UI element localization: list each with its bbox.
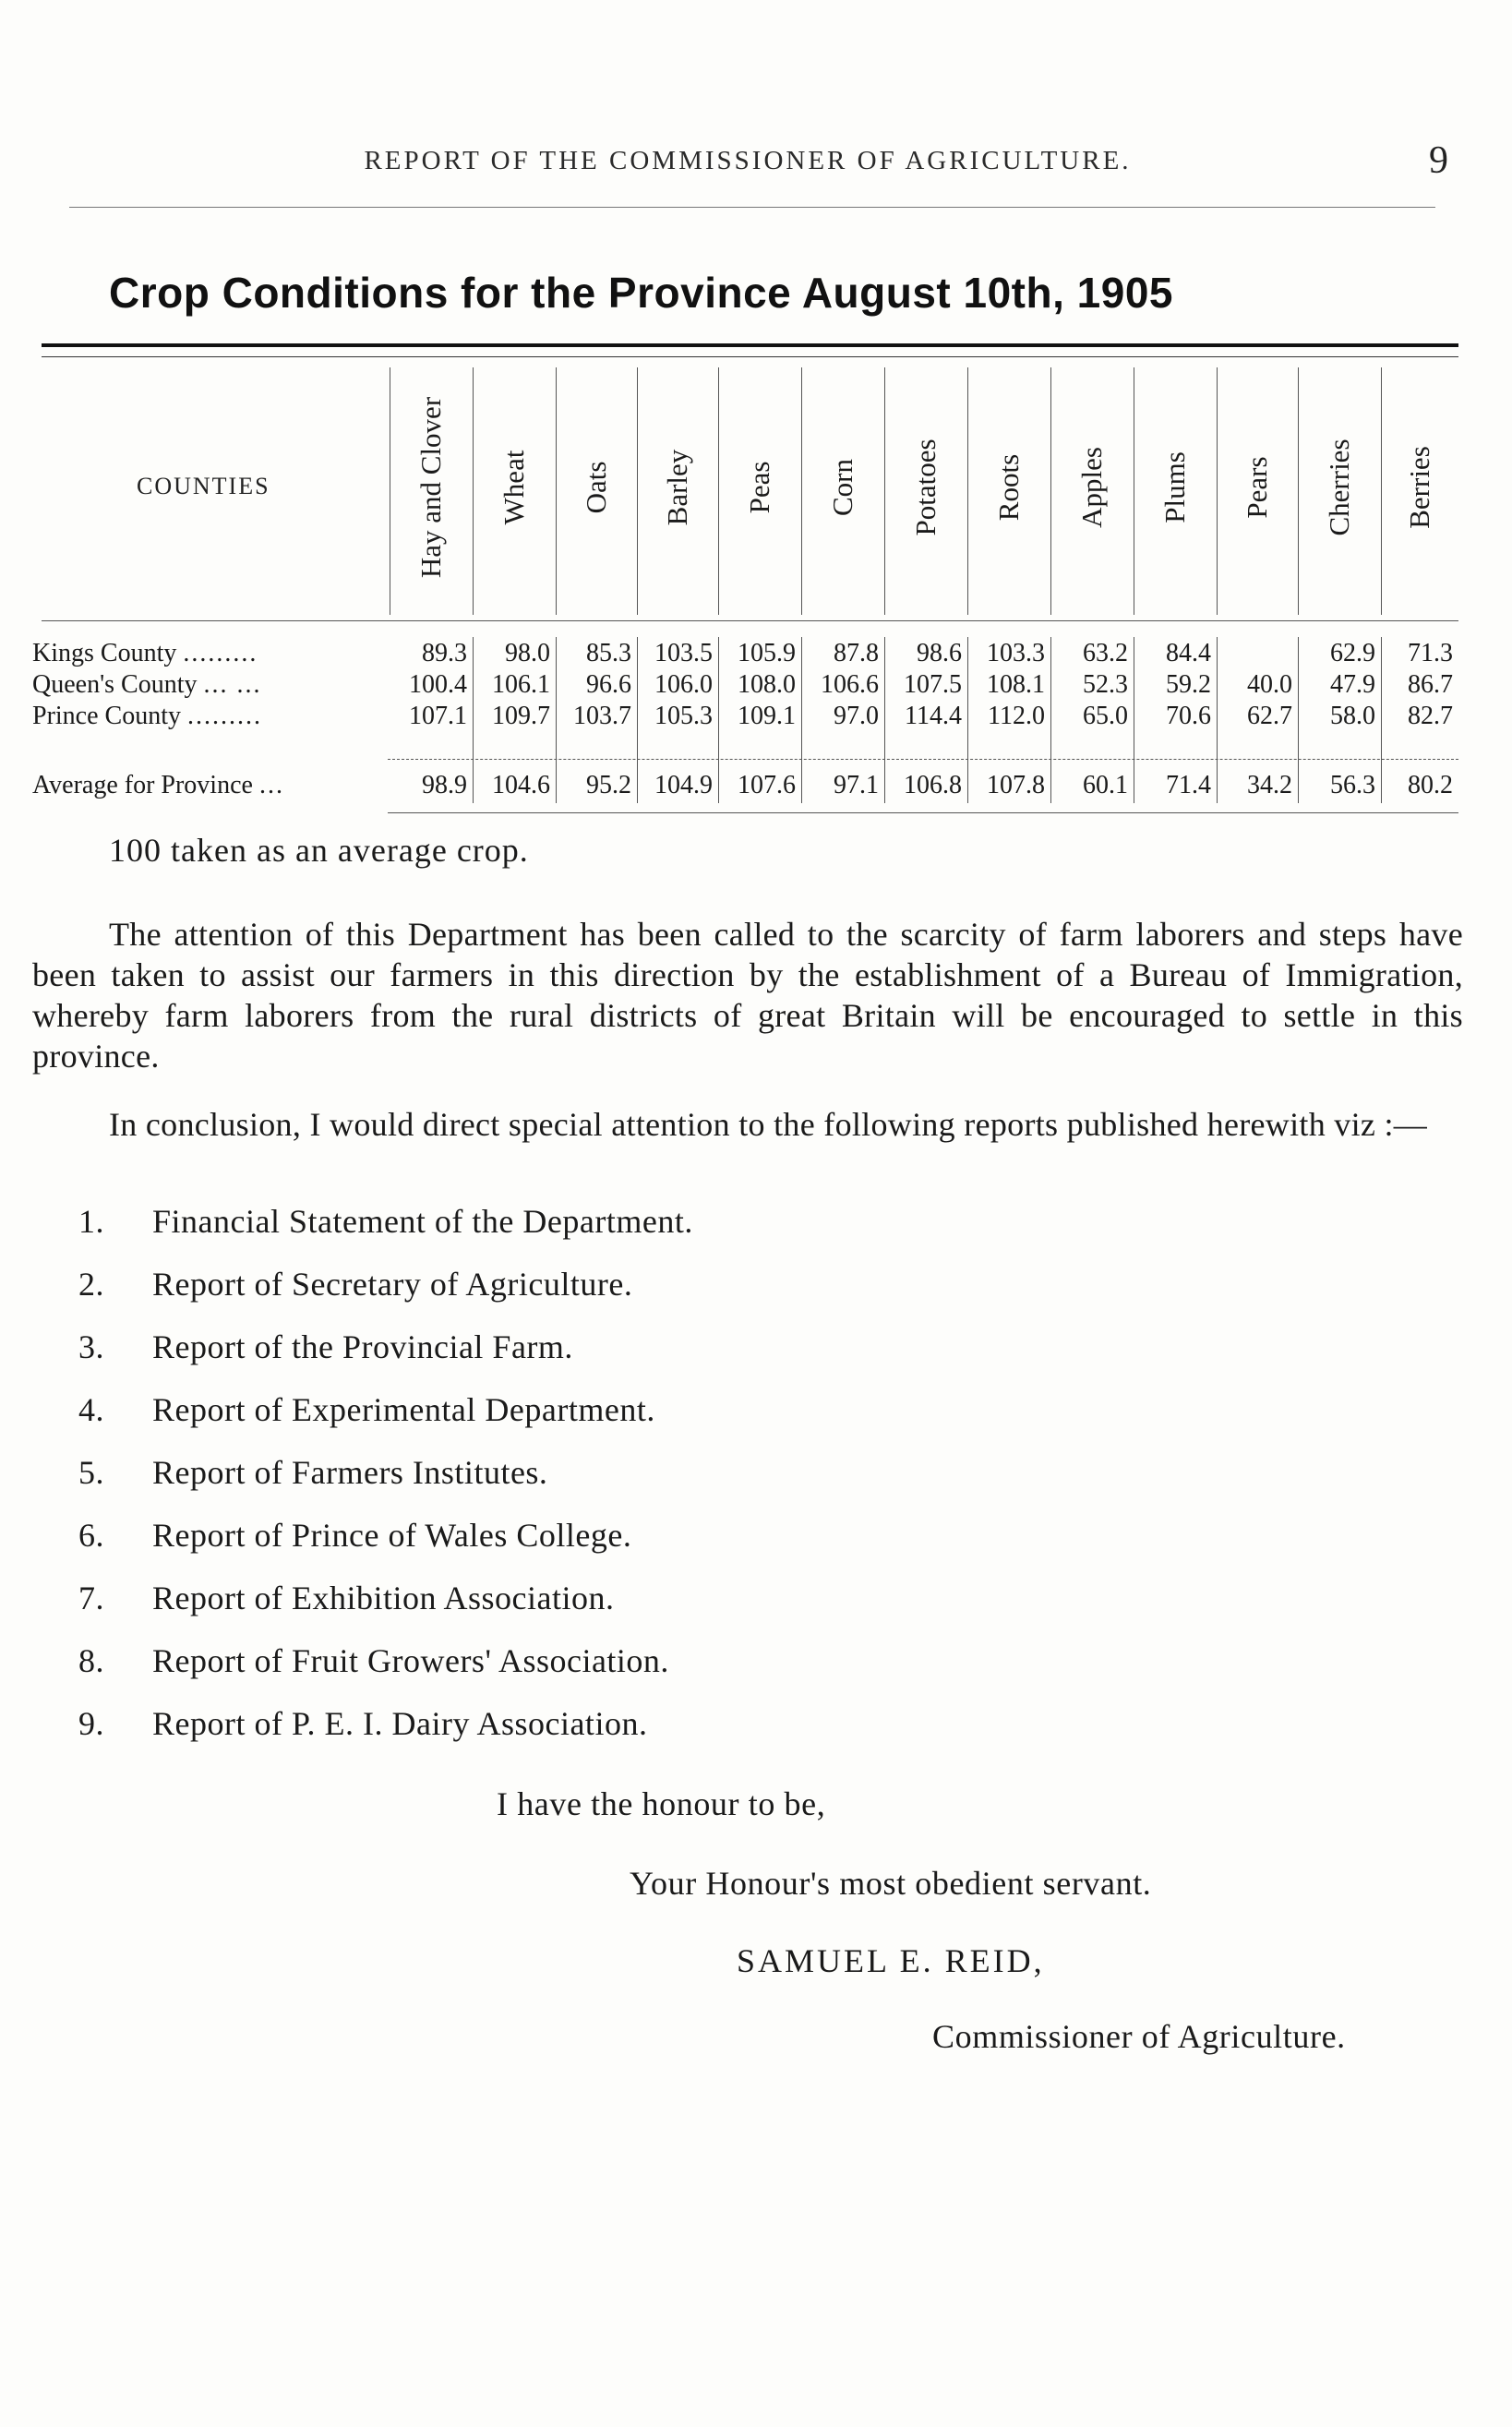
table-cell: 108.0 (738, 670, 796, 699)
county-name: Prince County (32, 702, 187, 730)
list-text: Report of Prince of Wales College. (152, 1517, 632, 1554)
table-cell: 60.1 (1083, 771, 1128, 799)
counties-header: COUNTIES (137, 473, 270, 499)
table-cell: 104.6 (492, 771, 550, 799)
table-cell: 98.6 (917, 639, 962, 667)
crop-header: Berries (1403, 446, 1435, 529)
county-name: Average for Province (32, 771, 259, 799)
table-cell: 109.7 (492, 702, 550, 730)
table-cell: 56.3 (1330, 771, 1375, 799)
table-cell: 105.9 (738, 639, 796, 667)
header-bottom-rule (42, 620, 1458, 621)
table-cell: 103.7 (573, 702, 631, 730)
crop-header: Pears (1241, 456, 1273, 519)
table-cell: 106.8 (904, 771, 962, 799)
table-cell: 112.0 (988, 702, 1045, 730)
table-cell: 106.1 (492, 670, 550, 699)
crop-header: Barley (661, 449, 693, 526)
column-separator (1217, 367, 1218, 615)
county-name: Queen's County (32, 670, 204, 699)
list-number: 1. (78, 1203, 104, 1240)
list-text: Report of the Provincial Farm. (152, 1328, 573, 1365)
crop-header: Roots (992, 453, 1025, 522)
table-cell: 82.7 (1408, 702, 1453, 730)
table-cell: 63.2 (1083, 639, 1128, 667)
county-name: Kings County (32, 639, 184, 667)
table-cell: 107.1 (409, 702, 467, 730)
report-list-item (78, 1704, 647, 1743)
crop-header: Peas (743, 461, 775, 514)
table-cell: 62.9 (1330, 639, 1375, 667)
county-label (32, 670, 383, 700)
list-number: 4. (78, 1391, 104, 1428)
running-head: REPORT OF THE COMMISSIONER OF AGRICULTURE. (364, 146, 1132, 175)
table-cell: 103.3 (987, 639, 1045, 667)
closing-servant-line: Your Honour's most obedient servant. (630, 1865, 1152, 1902)
column-separator (967, 367, 968, 615)
table-cell: 103.5 (654, 639, 713, 667)
table-cell: 59.2 (1166, 670, 1211, 699)
table-cell: 96.6 (586, 670, 631, 699)
column-separator (1298, 367, 1299, 615)
paragraph-farm-laborers (32, 914, 1463, 1076)
crop-header: Corn (826, 459, 858, 516)
report-list-item (78, 1202, 693, 1241)
list-text: Report of Farmers Institutes. (152, 1454, 548, 1491)
table-cell: 85.3 (586, 639, 631, 667)
crop-header: Hay and Clover (414, 396, 447, 579)
leader-dots: ... (258, 771, 284, 799)
list-text: Financial Statement of the Department. (152, 1203, 693, 1240)
list-number: 5. (78, 1454, 104, 1491)
table-cell: 58.0 (1330, 702, 1375, 730)
report-list-item (78, 1453, 547, 1492)
county-label (32, 702, 383, 731)
table-cell: 98.0 (505, 639, 550, 667)
crop-header: Apples (1075, 447, 1108, 528)
crop-header: Plums (1158, 451, 1191, 523)
table-cell: 114.4 (905, 702, 962, 730)
table-cell: 71.3 (1408, 639, 1453, 667)
table-cell: 109.1 (738, 702, 796, 730)
table-cell: 70.6 (1166, 702, 1211, 730)
table-cell: 71.4 (1166, 771, 1211, 799)
list-text: Report of Experimental Department. (152, 1391, 655, 1428)
list-number: 9. (78, 1705, 104, 1742)
county-label (32, 771, 383, 800)
list-text: Report of Fruit Growers' Association. (152, 1642, 669, 1679)
table-cell: 34.2 (1247, 771, 1292, 799)
table-cell: 52.3 (1083, 670, 1128, 699)
leader-dots: ......... (187, 702, 262, 730)
page-number: 9 (1429, 139, 1448, 182)
table-cell: 107.6 (738, 771, 796, 799)
column-separator (884, 367, 885, 615)
list-number: 2. (78, 1266, 104, 1303)
table-cell: 97.1 (834, 771, 879, 799)
table-cell: 106.0 (654, 670, 713, 699)
county-label (32, 639, 383, 668)
paragraph-2-text: In conclusion, I would direct special attention to the following reports published herewith viz :— (109, 1106, 1428, 1143)
column-separator (718, 367, 719, 615)
crop-header: Cherries (1323, 439, 1355, 536)
column-separator (556, 367, 557, 615)
table-cell: 97.0 (834, 702, 879, 730)
leader-dots: ......... (183, 639, 258, 667)
column-separator (801, 367, 802, 615)
list-text: Report of P. E. I. Dairy Association. (152, 1705, 648, 1742)
table-cell: 84.4 (1166, 639, 1211, 667)
table-cell: 89.3 (422, 639, 467, 667)
closing-line: I have the honour to be, (497, 1785, 826, 1822)
list-text: Report of Secretary of Agriculture. (152, 1266, 633, 1303)
report-list-item (78, 1579, 614, 1617)
table-cell: 80.2 (1408, 771, 1453, 799)
report-list-item (78, 1265, 632, 1304)
table-cell: 62.7 (1247, 702, 1292, 730)
list-number: 3. (78, 1328, 104, 1365)
table-cell: 107.5 (904, 670, 962, 699)
report-list-item (78, 1328, 573, 1366)
list-number: 7. (78, 1580, 104, 1616)
table-title: Crop Conditions for the Province August 10th, 1905 (109, 269, 1173, 317)
table-cell: 40.0 (1247, 670, 1292, 699)
list-number: 8. (78, 1642, 104, 1679)
crop-header: Oats (580, 461, 612, 514)
table-cell: 100.4 (409, 670, 467, 699)
column-separator (473, 367, 474, 615)
table-cell: 106.6 (821, 670, 879, 699)
crop-header: Potatoes (909, 439, 942, 536)
signature-name: SAMUEL E. REID, (737, 1942, 1045, 1979)
table-footnote: 100 taken as an average crop. (109, 832, 529, 869)
report-list-item (78, 1516, 631, 1555)
list-text: Report of Exhibition Association. (152, 1580, 615, 1616)
paragraph-conclusion (32, 1104, 1463, 1145)
table-cell: 87.8 (834, 639, 879, 667)
report-list-item (78, 1641, 669, 1680)
leader-dots: ... ... (203, 670, 262, 699)
table-cell: 65.0 (1083, 702, 1128, 730)
table-cell: 98.9 (422, 771, 467, 799)
table-cell: 47.9 (1330, 670, 1375, 699)
column-separator (1381, 367, 1382, 615)
table-cell: 108.1 (987, 670, 1045, 699)
table-cell: 104.9 (654, 771, 713, 799)
list-number: 6. (78, 1517, 104, 1554)
table-cell: 107.8 (987, 771, 1045, 799)
table-cell: 105.3 (654, 702, 713, 730)
table-cell: 95.2 (586, 771, 631, 799)
crop-header: Wheat (498, 450, 530, 525)
table-cell: 86.7 (1408, 670, 1453, 699)
signature-title: Commissioner of Agriculture. (932, 2018, 1346, 2055)
paragraph-1-text: The attention of this Department has been called to the scarcity of farm laborers and steps have been taken to assist our farmers in this direction by the establishment of a Bureau of Immigration, whereby farm laborers from the rural districts of great Britain will be encouraged to settle in this province. (32, 916, 1463, 1075)
report-list-item (78, 1390, 655, 1429)
column-separator (637, 367, 638, 615)
table-bottom-rule (388, 812, 1458, 813)
column-separator (1050, 367, 1051, 615)
